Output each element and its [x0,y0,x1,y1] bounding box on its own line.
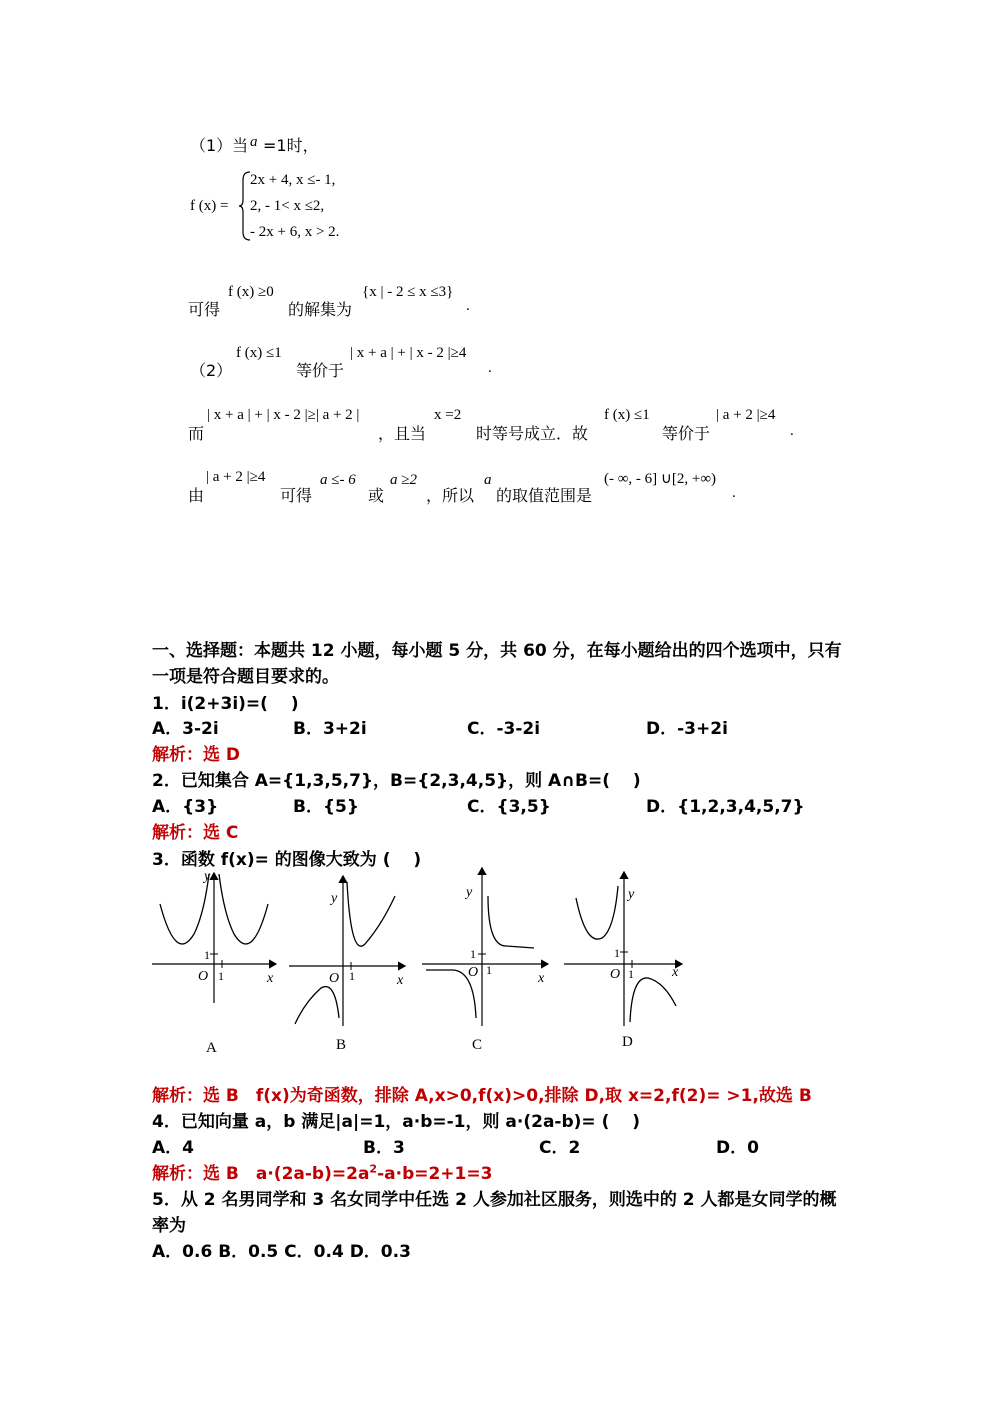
graph-d [562,866,688,1026]
q4-answer-sup: 2 [369,1162,378,1176]
case2-mid: 等价于 [296,361,345,380]
q2-option-c: C．{3,5} [467,797,551,817]
line5-end: . [732,485,736,501]
graph-b-label: B [336,1037,347,1053]
q4-answer-pre: 解析：选 B a·(2a-b)=2a [152,1164,370,1184]
case1-eq: =1时， [263,136,319,155]
q5-options: A．0.6 B．0.5 C．0.4 D．0.3 [152,1242,411,1262]
piecewise-fx: f (x) = [190,198,229,214]
graph-c-label: C [472,1037,483,1053]
q4-option-b: B．3 [363,1138,405,1158]
line4-end: . [790,423,794,439]
x-label: x [538,971,545,986]
q3-stem: 3．函数 f(x)= 的图像大致为 ( ) [152,850,422,870]
q4-answer-post: -a·b=2+1=3 [377,1164,493,1184]
q1-stem: 1．i(2+3i)=( ) [152,694,299,714]
line5-range: (- ∞, - 6] ∪[2, +∞) [604,471,717,487]
graph-c [420,862,552,1028]
q1-option-b: B．3+2i [293,719,367,739]
tick-y-label: 1 [204,948,210,962]
case2-expr: | x + a | + | x - 2 |≥4 [350,345,467,361]
case2-end: . [488,360,492,376]
graph-d-label: D [622,1034,633,1050]
q2-stem: 2．已知集合 A={1,3,5,7}，B={2,3,4,5}，则 A∩B=( ) [152,771,641,791]
x-label: x [397,973,404,988]
case1-a: a [250,134,258,150]
graph-a [148,868,280,1008]
q1-option-a: A．3-2i [152,719,219,739]
line5-a2: a ≥2 [390,472,417,488]
piece-2: 2, - 1< x ≤2, [250,198,325,214]
tick-x-label: 1 [218,969,224,983]
curve-right [219,874,268,944]
curve-right [347,882,395,946]
section-heading-line2: 一项是符合题目要求的。 [152,667,339,687]
line4-f: f (x) ≤1 [604,407,650,423]
line2-set: {x | - 2 ≤ x ≤3} [362,284,454,300]
q5-stem-line1: 5．从 2 名男同学和 3 名女同学中任选 2 人参加社区服务，则选中的 2 人都是女同学的概 [152,1190,837,1210]
q2-answer: 解析：选 C [152,823,239,843]
line5-pre: 由 [188,486,205,505]
q4-option-a: A．4 [152,1138,194,1158]
line4-mid2: 时等号成立．故 [476,424,589,443]
tick-y-label: 1 [470,947,476,961]
line2-mid: 的解集为 [288,300,353,319]
line4-expr2: | a + 2 |≥4 [716,407,776,423]
piece-1: 2x + 4, x ≤- 1, [250,172,336,188]
line4-x: x =2 [434,407,462,423]
line4-pre: 而 [188,424,205,443]
q2-option-a: A．{3} [152,797,219,817]
section-heading-line1: 一、选择题：本题共 12 小题，每小题 5 分，共 60 分，在每小题给出的四个选项中，只有 [152,641,842,661]
y-label: y [204,869,211,884]
line5-mid3: 的取值范围是 [496,486,593,505]
line5-mid2: ，所以 [426,486,475,505]
y-label: y [628,887,635,902]
q1-option-d: D．-3+2i [646,719,728,739]
q3-answer: 解析：选 B f(x)为奇函数，排除 A,x>0,f(x)>0,排除 D,取 x=2,f(2)= >1,故选 B [152,1086,812,1106]
x-label: x [672,965,679,980]
case2-f: f (x) ≤1 [236,345,282,361]
q1-answer: 解析：选 D [152,745,241,765]
curve-left [295,987,339,1024]
q4-option-c: C．2 [539,1138,581,1158]
curve-right [630,978,676,1022]
curve-left [576,886,618,939]
line4-expr: | x + a | + | x - 2 |≥| a + 2 | [207,407,360,423]
origin-label: O [610,967,621,982]
curve-left [160,874,209,944]
origin-label: O [198,969,209,984]
curve-right [488,896,534,948]
y-label: y [466,885,473,900]
tick-y-label: 1 [614,946,620,960]
case1-label: （1）当 [190,136,249,155]
line2-f: f (x) ≥0 [228,284,274,300]
graph-b [285,868,411,1028]
graph-a-label: A [206,1040,217,1056]
tick-x-label: 1 [628,967,634,981]
q5-stem-line2: 率为 [152,1216,186,1236]
q4-stem: 4．已知向量 a，b 满足|a|=1，a·b=-1，则 a·(2a-b)= ( ) [152,1112,641,1132]
line2-end: . [466,298,470,314]
q1-option-c: C．-3-2i [467,719,541,739]
line5-expr: | a + 2 |≥4 [206,469,266,485]
line5-or: 或 [368,486,385,505]
q2-option-d: D．{1,2,3,4,5,7} [646,797,805,817]
line4-mid: ，且当 [378,424,427,443]
tick-x-label: 1 [486,963,492,977]
line5-a: a [484,472,492,488]
q4-option-d: D．0 [716,1138,759,1158]
q2-option-b: B．{5} [293,797,359,817]
tick-x-label: 1 [349,969,355,983]
line5-a1: a ≤- 6 [320,472,356,488]
line5-mid: 可得 [280,486,313,505]
line2-pre: 可得 [188,300,221,319]
y-label: y [331,891,338,906]
origin-label: O [468,965,479,980]
case2-label: （2） [190,361,233,380]
x-label: x [267,971,274,986]
piece-3: - 2x + 6, x > 2. [250,224,340,240]
line4-mid3: 等价于 [662,424,711,443]
origin-label: O [329,971,340,986]
q4-answer [152,1159,492,1184]
